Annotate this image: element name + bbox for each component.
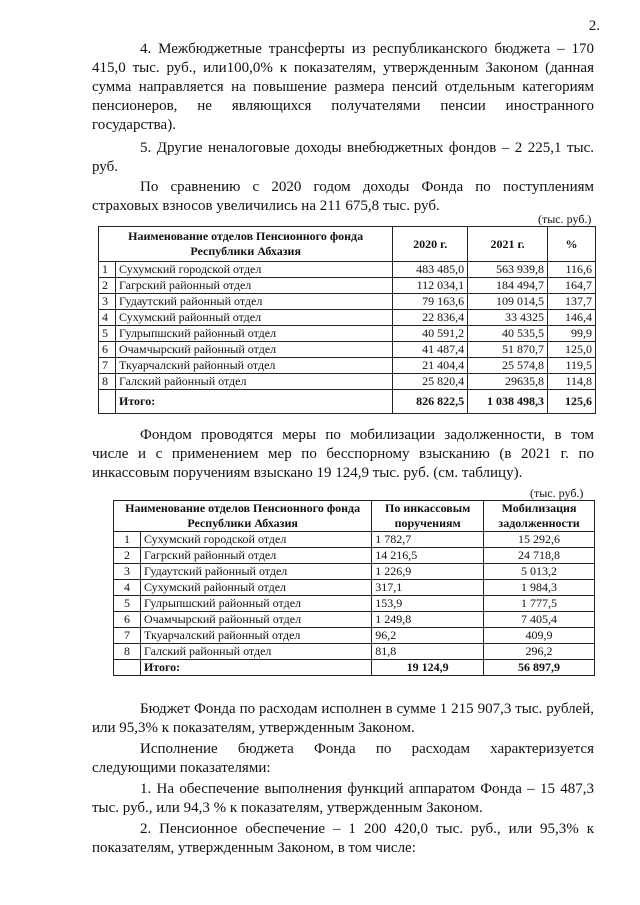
department-name: Сухумский городской отдел: [115, 262, 392, 278]
value-percent: 116,6: [548, 262, 596, 278]
row-number: 3: [114, 564, 141, 580]
table-row: [99, 326, 596, 342]
department-name: Галский районный отдел: [115, 374, 392, 390]
table-row: [114, 532, 595, 548]
row-number: 7: [99, 358, 116, 374]
department-name: Гагрский районный отдел: [140, 548, 371, 564]
unit-label-1: (тыс. руб.): [538, 212, 592, 226]
row-number: 3: [99, 294, 116, 310]
row-number: 6: [114, 612, 141, 628]
value-mobilization: 15 292,6: [484, 532, 595, 548]
table-row: [99, 278, 596, 294]
total-2021: 1 038 498,3: [468, 390, 548, 414]
row-number: 1: [99, 262, 116, 278]
total-row: [114, 660, 595, 676]
paragraph-item-1: 1. На обеспечение выполнения функций аппаратом Фонда – 15 487,3 тыс. руб., или 94,3 % к показателям, утвержденным Законом.: [92, 781, 594, 816]
department-name: Сухумский районный отдел: [140, 580, 371, 596]
table-header-row: [114, 501, 595, 532]
table-header-row: [99, 227, 596, 262]
unit-label-2: (тыс. руб.): [530, 486, 584, 500]
value-2021: 25 574,8: [468, 358, 548, 374]
value-percent: 119,5: [548, 358, 596, 374]
header-mobilization: Мобилизация задолженности: [484, 501, 595, 532]
table-row: [114, 580, 595, 596]
department-name: Гулрыпшский районный отдел: [115, 326, 392, 342]
table-row: [99, 294, 596, 310]
value-2021: 184 494,7: [468, 278, 548, 294]
value-2020: 483 485,0: [393, 262, 468, 278]
table-row: [114, 596, 595, 612]
department-name: Гудаутский районный отдел: [140, 564, 371, 580]
value-2021: 563 939,8: [468, 262, 548, 278]
paragraph-transfers: 4. Межбюджетные трансферты из республиканского бюджета – 170 415,0 тыс. руб., или100,0% к показателям, утвержденным Законом (данная сумма направляется на повышение размера пенсий отдельным категориям пенсионеров, не являющихся получателями пенсии иностранного государства).: [92, 41, 594, 133]
value-inkasso: 153,9: [372, 596, 484, 612]
row-number: 4: [99, 310, 116, 326]
paragraph-execution: Исполнение бюджета Фонда по расходам характеризуется следующими показателями:: [92, 741, 594, 776]
row-number: 7: [114, 628, 141, 644]
department-name: Сухумский городской отдел: [140, 532, 371, 548]
row-number: 1: [114, 532, 141, 548]
header-department: Наименование отделов Пенсионного фонда Республики Абхазия: [114, 501, 372, 532]
table-row: [114, 548, 595, 564]
paragraph-other-income: 5. Другие неналоговые доходы внебюджетных фондов – 2 225,1 тыс. руб.: [92, 140, 594, 175]
department-name: Сухумский районный отдел: [115, 310, 392, 326]
department-name: Очамчырский районный отдел: [115, 342, 392, 358]
value-2020: 22 836,4: [393, 310, 468, 326]
value-inkasso: 81,8: [372, 644, 484, 660]
header-2021: 2021 г.: [468, 227, 548, 262]
value-mobilization: 1 984,3: [484, 580, 595, 596]
department-name: Очамчырский районный отдел: [140, 612, 371, 628]
total-row: [99, 390, 596, 414]
value-2021: 40 535,5: [468, 326, 548, 342]
row-number: 5: [99, 326, 116, 342]
value-2021: 109 014,5: [468, 294, 548, 310]
value-2020: 21 404,4: [393, 358, 468, 374]
table-row: [114, 612, 595, 628]
department-name: Ткуарчалский районный отдел: [115, 358, 392, 374]
row-number: 2: [114, 548, 141, 564]
department-name: Гудаутский районный отдел: [115, 294, 392, 310]
header-inkasso: По инкассовым поручениям: [372, 501, 484, 532]
value-inkasso: 1 226,9: [372, 564, 484, 580]
income-table: [98, 226, 596, 414]
value-percent: 146,4: [548, 310, 596, 326]
value-2020: 25 820,4: [393, 374, 468, 390]
value-2020: 79 163,6: [393, 294, 468, 310]
row-number: 6: [99, 342, 116, 358]
header-2020: 2020 г.: [393, 227, 468, 262]
department-name: Галский районный отдел: [140, 644, 371, 660]
paragraph-item-2: 2. Пенсионное обеспечение – 1 200 420,0 тыс. руб., или 95,3% к показателям, утвержденным Законом, в том числе:: [92, 821, 594, 856]
header-percent: %: [548, 227, 596, 262]
table-row: [114, 564, 595, 580]
total-mobilization: 56 897,9: [484, 660, 595, 676]
value-mobilization: 409,9: [484, 628, 595, 644]
value-inkasso: 14 216,5: [372, 548, 484, 564]
total-label: Итого:: [140, 660, 371, 676]
row-number: 4: [114, 580, 141, 596]
value-2020: 40 591,2: [393, 326, 468, 342]
value-percent: 99,9: [548, 326, 596, 342]
value-inkasso: 1 782,7: [372, 532, 484, 548]
value-percent: 114,8: [548, 374, 596, 390]
value-mobilization: 24 718,8: [484, 548, 595, 564]
row-number: 2: [99, 278, 116, 294]
value-inkasso: 317,1: [372, 580, 484, 596]
value-mobilization: 1 777,5: [484, 596, 595, 612]
value-mobilization: 296,2: [484, 644, 595, 660]
paragraph-debt: Фондом проводятся меры по мобилизации задолженности, в том числе и с применением мер по бесспорному взысканию (в 2021 г. по инкассовым поручениям взыскано 19 124,9 тыс. руб. (см. таблицу).: [92, 427, 594, 481]
header-department: Наименование отделов Пенсионного фонда Республики Абхазия: [99, 227, 393, 262]
value-mobilization: 5 013,2: [484, 564, 595, 580]
value-2020: 112 034,1: [393, 278, 468, 294]
value-2021: 29635,8: [468, 374, 548, 390]
value-inkasso: 96,2: [372, 628, 484, 644]
total-number-cell: [114, 660, 141, 676]
row-number: 8: [114, 644, 141, 660]
debt-table: [113, 500, 595, 676]
value-2021: 51 870,7: [468, 342, 548, 358]
table-row: [114, 644, 595, 660]
value-percent: 125,0: [548, 342, 596, 358]
table-row: [99, 374, 596, 390]
total-percent: 125,6: [548, 390, 596, 414]
row-number: 5: [114, 596, 141, 612]
table-row: [99, 262, 596, 278]
value-2021: 33 4325: [468, 310, 548, 326]
value-2020: 41 487,4: [393, 342, 468, 358]
table-row: [99, 310, 596, 326]
paragraph-comparison: По сравнению с 2020 годом доходы Фонда по поступлениям страховых взносов увеличились на 211 675,8 тыс. руб.: [92, 179, 594, 214]
department-name: Ткуарчалский районный отдел: [140, 628, 371, 644]
department-name: Гагрский районный отдел: [115, 278, 392, 294]
value-inkasso: 1 249,8: [372, 612, 484, 628]
total-inkasso: 19 124,9: [372, 660, 484, 676]
table-row: [114, 628, 595, 644]
paragraph-budget: Бюджет Фонда по расходам исполнен в сумме 1 215 907,3 тыс. рублей, или 95,3% к показателям, утвержденным Законом.: [92, 701, 594, 736]
total-number-cell: [99, 390, 116, 414]
page-number: 2.: [588, 18, 600, 34]
total-label: Итого:: [115, 390, 392, 414]
value-percent: 164,7: [548, 278, 596, 294]
value-percent: 137,7: [548, 294, 596, 310]
table-row: [99, 342, 596, 358]
value-mobilization: 7 405,4: [484, 612, 595, 628]
department-name: Гулрыпшский районный отдел: [140, 596, 371, 612]
row-number: 8: [99, 374, 116, 390]
table-row: [99, 358, 596, 374]
total-2020: 826 822,5: [393, 390, 468, 414]
